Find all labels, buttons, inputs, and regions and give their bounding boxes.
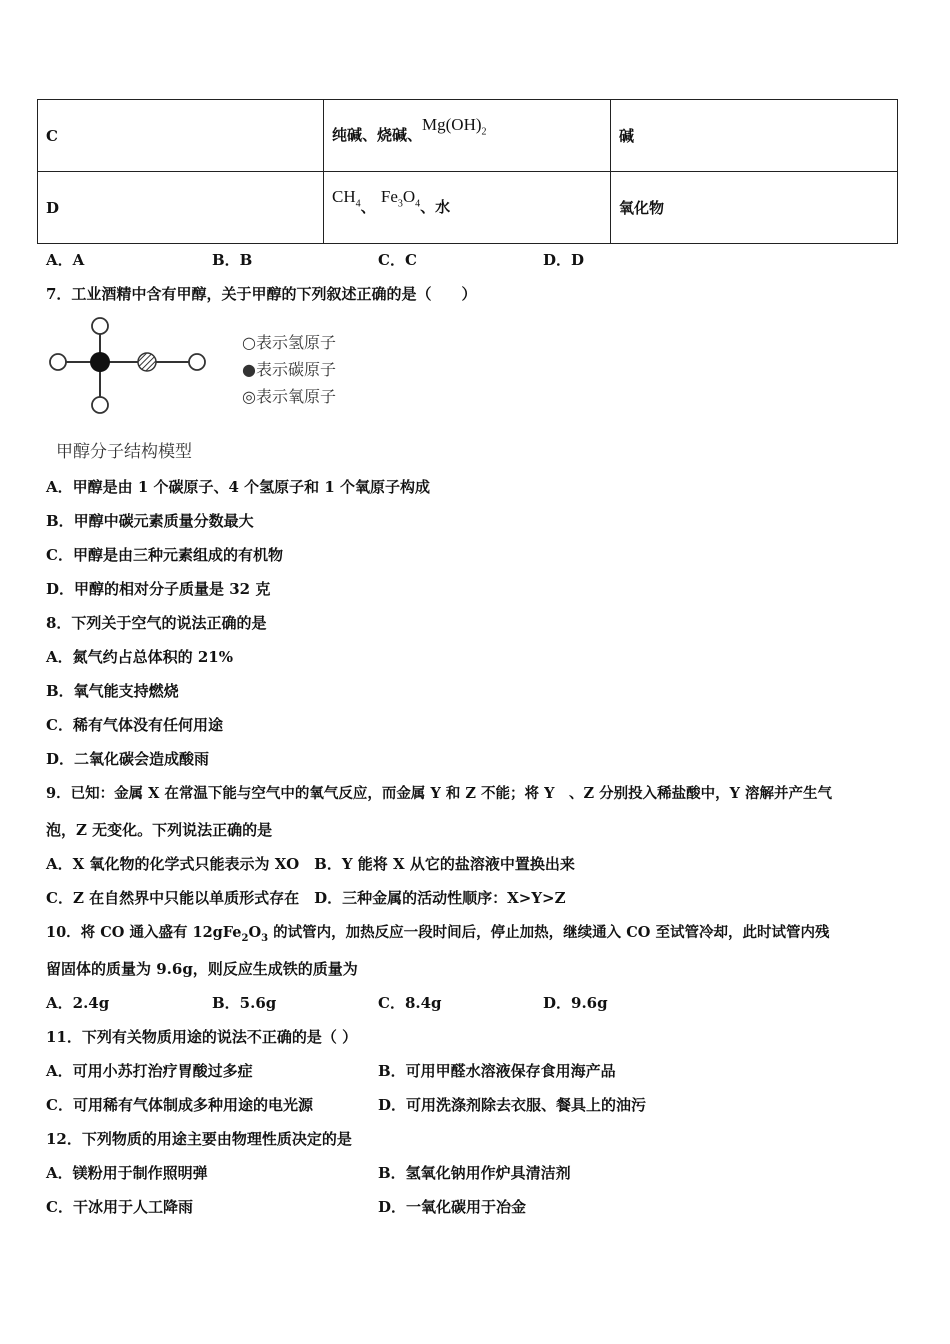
q8-option-b[interactable]: B．氧气能支持燃烧 [46, 682, 179, 700]
q7-stem: 7．工业酒精中含有甲醇，关于甲醇的下列叙述正确的是（ ） [46, 285, 477, 303]
q12-option-a[interactable]: A．镁粉用于制作照明弹 [46, 1164, 208, 1182]
methanol-model-figure [40, 312, 370, 467]
formula-sub: 4 [415, 198, 421, 210]
q10-option-b[interactable]: B．5.6g [212, 994, 277, 1012]
q11-option-b[interactable]: B．可用甲醛水溶液保存食用海产品 [378, 1062, 616, 1080]
legend-carbon: ●表示碳原子 [242, 360, 336, 379]
q11-option-a[interactable]: A．可用小苏打治疗胃酸过多症 [46, 1062, 253, 1080]
formula-sub: 2 [481, 126, 487, 138]
q11-option-c[interactable]: C．可用稀有气体制成多种用途的电光源 [46, 1096, 313, 1114]
q10-text: 10．将 CO 通入盛有 12gFe [46, 924, 242, 941]
q10-option-c[interactable]: C．8.4g [378, 994, 442, 1012]
q6-option-c[interactable]: C．C [378, 251, 417, 269]
q7-option-c[interactable]: C．甲醇是由三种元素组成的有机物 [46, 546, 283, 564]
row-label: D [38, 172, 324, 244]
q9-stem-line1: 9．已知：金属 X 在常温下能与空气中的氧气反应，而金属 Y 和 Z 不能；将 Y 、Z 分别投入稀盐酸中，Y 溶解并产生气 [46, 785, 832, 802]
q10-text: O [248, 924, 262, 941]
row-category: 氧化物 [611, 172, 898, 244]
content-text: 、水 [420, 197, 451, 216]
q10-sub: 3 [261, 932, 269, 944]
q7-option-a[interactable]: A．甲醇是由 1 个碳原子、4 个氢原子和 1 个氧原子构成 [46, 478, 431, 496]
figure-caption: 甲醇分子结构模型 [56, 442, 192, 462]
legend-oxygen: ◎表示氧原子 [242, 387, 336, 406]
hydrogen-atom-icon [92, 318, 108, 334]
q11-option-d[interactable]: D．可用洗涤剂除去衣服、餐具上的油污 [378, 1096, 647, 1114]
q10-option-a[interactable]: A．2.4g [46, 994, 110, 1012]
q12-stem: 12．下列物质的用途主要由物理性质决定的是 [46, 1130, 352, 1148]
q10-text: 的试管内，加热反应一段时间后，停止加热，继续通入 CO 至试管冷却，此时试管内残 [268, 924, 830, 941]
q10-stem-line2: 留固体的质量为 9.6g，则反应生成铁的质量为 [46, 960, 358, 978]
row-label: C [38, 100, 324, 172]
q10-sub: 2 [241, 932, 249, 944]
oxygen-atom-icon [138, 353, 156, 371]
q8-option-c[interactable]: C．稀有气体没有任何用途 [46, 716, 223, 734]
q9-stem-line2: 泡，Z 无变化。下列说法正确的是 [46, 821, 273, 839]
separator: 、 [360, 197, 376, 216]
q12-option-d[interactable]: D．一氧化碳用于冶金 [378, 1198, 527, 1216]
q8-option-a[interactable]: A．氮气约占总体积的 21% [46, 648, 233, 666]
q6-option-b[interactable]: B．B [212, 251, 253, 269]
formula-sub: 3 [397, 198, 403, 210]
row-category: 碱 [611, 100, 898, 172]
q11-stem: 11．下列有关物质用途的说法不正确的是（ ） [46, 1028, 358, 1046]
formula-mgoh2 [422, 114, 487, 138]
q6-option-d[interactable]: D．D [543, 251, 585, 269]
q9-options-ab[interactable]: A．X 氧化物的化学式只能表示为 XO B．Y 能将 X 从它的盐溶液中置换出来 [46, 855, 575, 873]
q8-stem: 8．下列关于空气的说法正确的是 [46, 614, 267, 632]
formula-text: CH [332, 186, 356, 206]
formula-sub: 4 [355, 198, 361, 210]
hydrogen-atom-icon [92, 397, 108, 413]
q7-option-b[interactable]: B．甲醇中碳元素质量分数最大 [46, 512, 254, 530]
hydrogen-atom-icon [189, 354, 205, 370]
formula-fe3o4 [380, 186, 421, 210]
formula-text: Fe [380, 186, 398, 206]
table-row [38, 100, 898, 172]
q10-option-d[interactable]: D．9.6g [543, 994, 608, 1012]
formula-ch4 [332, 186, 361, 210]
table-row [38, 172, 898, 244]
formula-text: O [402, 186, 416, 206]
carbon-atom-icon [90, 352, 110, 372]
row-content [324, 172, 611, 244]
q9-options-cd[interactable]: C．Z 在自然界中只能以单质形式存在 D．三种金属的活动性顺序：X>Y>Z [46, 889, 566, 907]
row-content [324, 100, 611, 172]
q7-option-d[interactable]: D．甲醇的相对分子质量是 32 克 [46, 580, 271, 598]
classification-table [37, 99, 898, 244]
q6-option-a[interactable]: A．A [46, 251, 85, 269]
q8-option-d[interactable]: D．二氧化碳会造成酸雨 [46, 750, 210, 768]
q10-stem-line1 [46, 921, 829, 944]
hydrogen-atom-icon [50, 354, 66, 370]
formula-text: Mg(OH) [422, 114, 482, 134]
q12-option-b[interactable]: B．氢氧化钠用作炉具清洁剂 [378, 1164, 571, 1182]
content-text: 纯碱、烧碱、 [332, 125, 423, 144]
q12-option-c[interactable]: C．干冰用于人工降雨 [46, 1198, 193, 1216]
legend-hydrogen: ○表示氢原子 [242, 333, 336, 352]
